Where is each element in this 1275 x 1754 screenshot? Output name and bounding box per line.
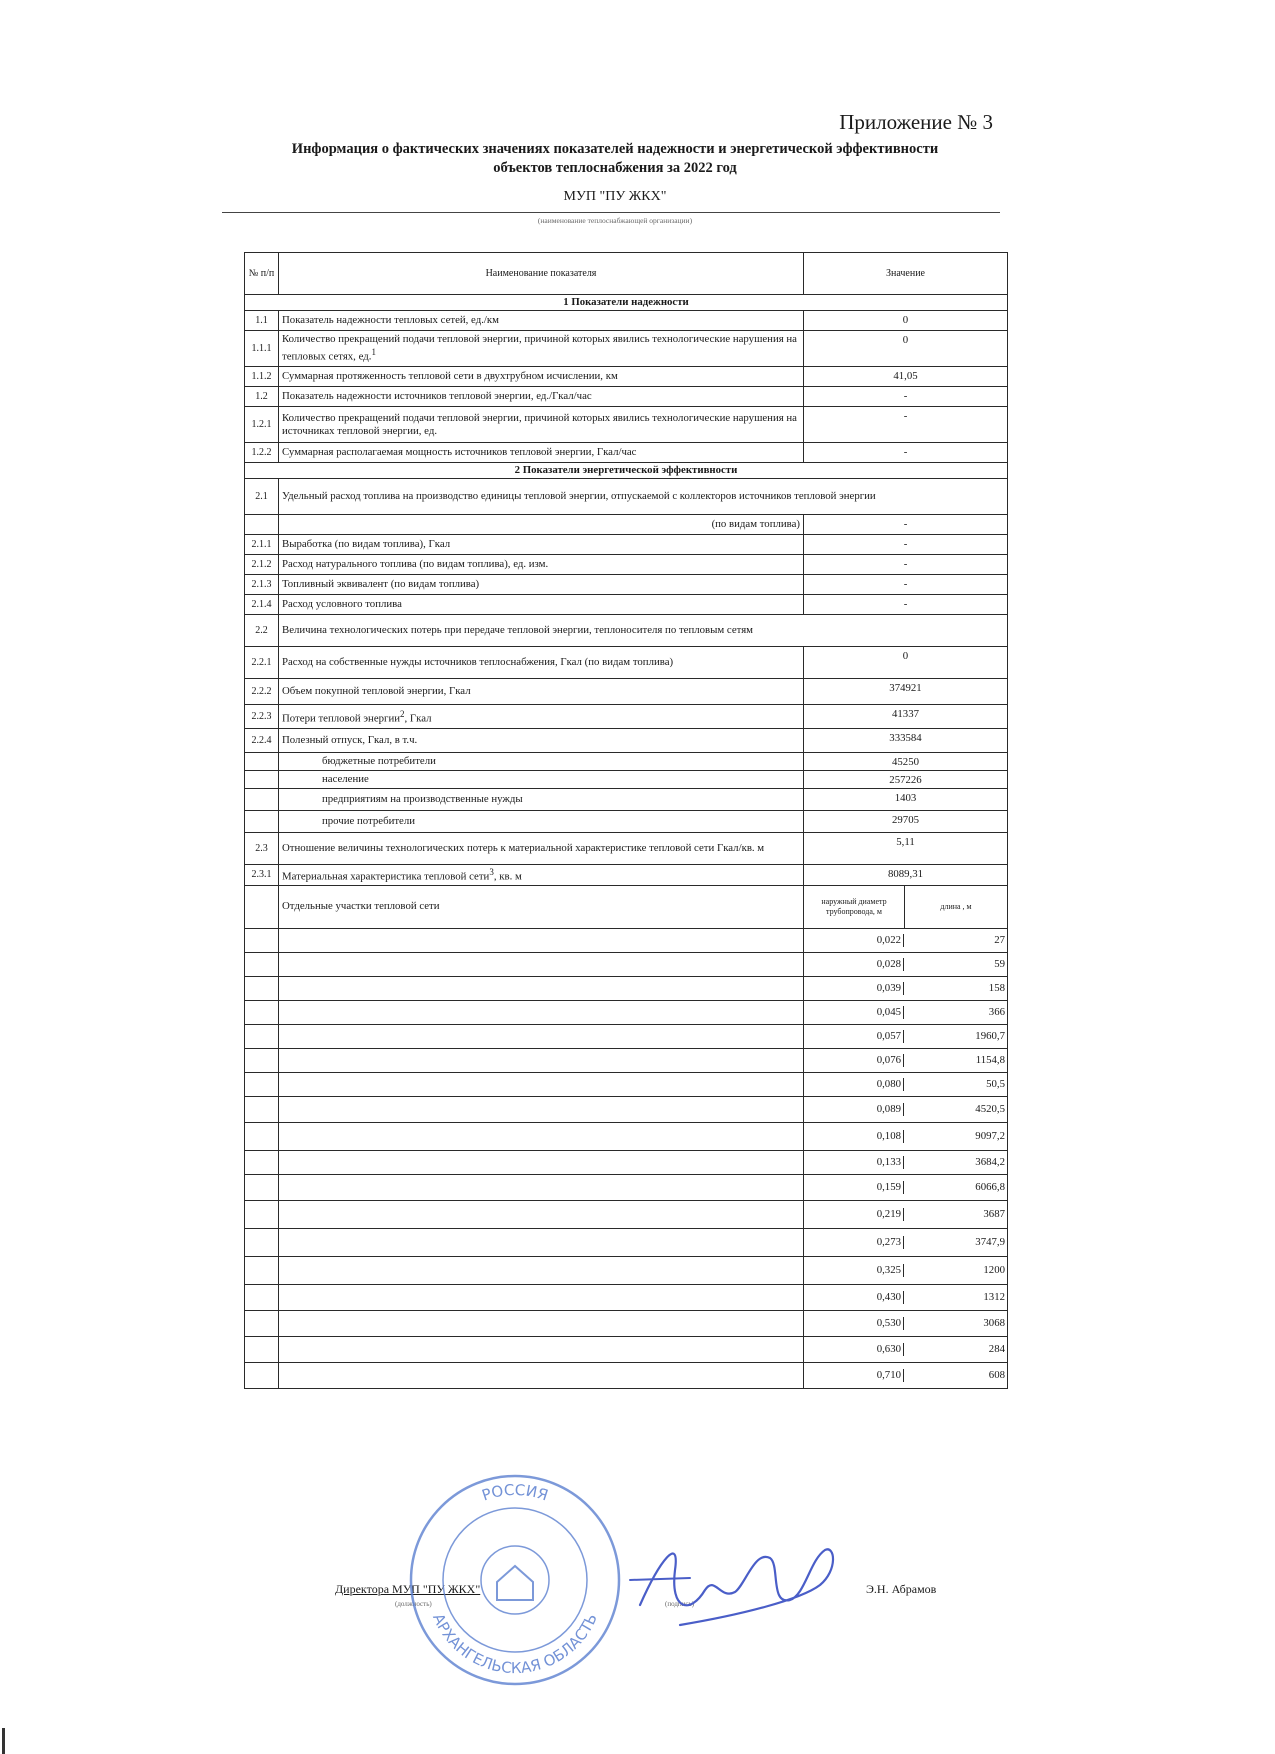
handwritten-signature xyxy=(620,1530,850,1640)
pipe-values xyxy=(804,1072,1008,1096)
row-name-text: Суммарная располагаемая мощность источников тепловой энергии, Гкал/час xyxy=(282,446,637,458)
pipe-length: 1200 xyxy=(903,1264,1007,1277)
pipe-num xyxy=(245,1228,279,1256)
row-name xyxy=(279,387,804,407)
table-row xyxy=(245,729,1008,753)
stamp-text-top: РОССИЯ xyxy=(479,1480,551,1505)
table-row xyxy=(245,311,1008,331)
pipe-diameter: 0,219 xyxy=(876,1207,901,1220)
row-name-text: (по видам топлива) xyxy=(711,518,800,530)
row-value: 0 xyxy=(804,311,1008,331)
row-name-text: Расход на собственные нужды источников теплоснабжения, Гкал (по видам топлива) xyxy=(282,656,674,668)
pipe-length: 3684,2 xyxy=(903,1156,1007,1169)
pipe-num xyxy=(245,1000,279,1024)
row-value: - xyxy=(804,575,1008,595)
pipe-num xyxy=(245,1072,279,1096)
table-row xyxy=(245,515,1008,535)
row-name xyxy=(279,595,804,615)
table-row xyxy=(245,833,1008,865)
pipe-row xyxy=(245,1362,1008,1388)
pipe-num xyxy=(245,1024,279,1048)
pipe-num xyxy=(245,1096,279,1122)
row-number: 1.1.2 xyxy=(245,367,279,387)
pipe-values-wrap xyxy=(804,1030,1007,1043)
row-number xyxy=(245,771,279,789)
row-value: 333584 xyxy=(804,729,1008,753)
pipe-row xyxy=(245,1174,1008,1200)
pipe-num xyxy=(245,976,279,1000)
organization-name: МУП "ПУ ЖКХ" xyxy=(563,189,667,204)
row-number: 2.2.3 xyxy=(245,705,279,729)
table-row xyxy=(245,865,1008,886)
row-number: 1.2 xyxy=(245,387,279,407)
pipe-num xyxy=(245,928,279,952)
pipe-length: 50,5 xyxy=(903,1078,1007,1091)
row-name xyxy=(279,535,804,555)
pipe-num xyxy=(245,1284,279,1310)
table-row xyxy=(245,753,1008,771)
pipe-name xyxy=(279,1228,804,1256)
section-reliability xyxy=(245,295,1008,311)
pipes-header-split xyxy=(804,885,1008,928)
row-name xyxy=(279,615,1008,647)
pipe-row xyxy=(245,1048,1008,1072)
pipe-length: 158 xyxy=(903,982,1007,995)
pipe-row xyxy=(245,1310,1008,1336)
pipes-col-diameter: наружный диаметр трубопровода, м xyxy=(804,886,905,928)
pipe-values-wrap xyxy=(804,1317,1007,1330)
row-value: 45250 xyxy=(804,753,1008,771)
table-row xyxy=(245,479,1008,515)
pipe-diameter: 0,039 xyxy=(876,981,901,994)
pipe-name xyxy=(279,1000,804,1024)
pipe-diameter: 0,089 xyxy=(876,1102,901,1115)
pipe-values-wrap xyxy=(804,1236,1007,1249)
table-row xyxy=(245,367,1008,387)
table-row xyxy=(245,705,1008,729)
pipe-num xyxy=(245,1200,279,1228)
row-number: 2.2.2 xyxy=(245,679,279,705)
pipe-values xyxy=(804,1174,1008,1200)
pipe-values xyxy=(804,1000,1008,1024)
pipe-length: 1312 xyxy=(903,1291,1007,1304)
table-row xyxy=(245,407,1008,443)
row-name xyxy=(279,515,804,535)
header-name: Наименование показателя xyxy=(279,253,804,295)
pipe-length: 3687 xyxy=(903,1208,1007,1221)
row-name-text: Отношение величины технологических потерь к материальной характеристике тепловой сети Гкал/кв. м xyxy=(282,842,765,854)
pipe-num xyxy=(245,1174,279,1200)
signatory-position: Директора МУП "ПУ ЖКХ" xyxy=(335,1582,481,1596)
pipe-values xyxy=(804,1336,1008,1362)
pipe-diameter: 0,530 xyxy=(876,1316,901,1329)
row-number: 1.2.1 xyxy=(245,407,279,443)
pipe-row xyxy=(245,976,1008,1000)
pipe-values xyxy=(804,1310,1008,1336)
header-value: Значение xyxy=(804,253,1008,295)
pipe-name xyxy=(279,1048,804,1072)
pipe-diameter: 0,080 xyxy=(876,1077,901,1090)
row-number: 2.2.1 xyxy=(245,647,279,679)
pipe-values-wrap xyxy=(804,1181,1007,1194)
row-name-text: предприятиям на производственные нужды xyxy=(322,793,523,805)
pipe-length: 3747,9 xyxy=(903,1236,1007,1249)
pipe-diameter: 0,057 xyxy=(876,1029,901,1042)
pipe-diameter: 0,133 xyxy=(876,1155,901,1168)
pipe-name xyxy=(279,1310,804,1336)
row-number: 1.1 xyxy=(245,311,279,331)
scan-edge-mark xyxy=(2,1728,5,1754)
pipe-name xyxy=(279,1336,804,1362)
row-value: - xyxy=(804,595,1008,615)
table-row xyxy=(245,789,1008,811)
footnote-mark: 3 xyxy=(489,867,494,877)
row-name-text: Выработка (по видам топлива), Гкал xyxy=(282,538,451,550)
row-name-tail: , кв. м xyxy=(493,870,522,883)
organization-caption: (наименование теплоснабжающей организации) xyxy=(537,216,693,225)
footnote-mark: 2 xyxy=(400,708,405,719)
pipe-num xyxy=(245,1150,279,1174)
pipe-num xyxy=(245,1122,279,1150)
table-row xyxy=(245,647,1008,679)
pipe-values-wrap xyxy=(804,958,1007,971)
row-name-text: Показатель надежности тепловых сетей, ед./км xyxy=(282,314,499,326)
pipe-row xyxy=(245,1200,1008,1228)
pipe-row xyxy=(245,1024,1008,1048)
pipe-values xyxy=(804,952,1008,976)
pipe-name xyxy=(279,1072,804,1096)
table-row xyxy=(245,771,1008,789)
pipe-values-wrap xyxy=(804,1264,1007,1277)
pipe-length: 3068 xyxy=(903,1317,1007,1330)
pipe-row xyxy=(245,952,1008,976)
row-name-text: бюджетные потребители xyxy=(322,755,436,767)
row-value: 0 xyxy=(804,331,1008,367)
pipes-header-num xyxy=(245,885,279,928)
row-number: 2.1 xyxy=(245,479,279,515)
pipe-name xyxy=(279,1024,804,1048)
pipe-length: 366 xyxy=(903,1006,1007,1019)
row-value: 5,11 xyxy=(804,833,1008,865)
table-row xyxy=(245,595,1008,615)
pipe-values xyxy=(804,1096,1008,1122)
pipe-row xyxy=(245,1096,1008,1122)
pipe-values-wrap xyxy=(804,1156,1007,1169)
pipe-values-wrap xyxy=(804,1054,1007,1067)
pipe-values-wrap xyxy=(804,1130,1007,1143)
row-value: - xyxy=(804,555,1008,575)
pipe-name xyxy=(279,1200,804,1228)
indicators-table xyxy=(244,252,1008,1389)
pipe-values xyxy=(804,1150,1008,1174)
table-header-row xyxy=(245,253,1008,295)
pipe-name xyxy=(279,1284,804,1310)
pipe-values-wrap xyxy=(804,1369,1007,1382)
pipe-values xyxy=(804,976,1008,1000)
section-efficiency xyxy=(245,463,1008,479)
pipe-values-wrap xyxy=(804,1343,1007,1356)
stamp-text-bottom: АРХАНГЕЛЬСКАЯ ОБЛАСТЬ xyxy=(429,1610,601,1678)
footnote-mark: 1 xyxy=(371,347,376,358)
title-line-1: Информация о фактических значениях показателей надежности и энергетической эффективности xyxy=(291,141,939,157)
pipe-values-wrap xyxy=(804,1291,1007,1304)
pipe-row xyxy=(245,1150,1008,1174)
row-name-text: Потери тепловой энергии xyxy=(282,712,401,725)
pipe-num xyxy=(245,1048,279,1072)
row-number: 2.1.2 xyxy=(245,555,279,575)
pipe-row xyxy=(245,1000,1008,1024)
pipe-row xyxy=(245,928,1008,952)
pipe-length: 6066,8 xyxy=(903,1181,1007,1194)
row-number: 2.3 xyxy=(245,833,279,865)
pipe-length: 59 xyxy=(903,958,1007,971)
row-number: 2.1.1 xyxy=(245,535,279,555)
pipe-values xyxy=(804,1122,1008,1150)
row-value: - xyxy=(804,407,1008,443)
pipe-length: 4520,5 xyxy=(903,1103,1007,1116)
pipe-values xyxy=(804,928,1008,952)
row-number xyxy=(245,753,279,771)
row-number: 1.2.2 xyxy=(245,443,279,463)
pipe-name xyxy=(279,1362,804,1388)
table-row xyxy=(245,331,1008,367)
row-value: - xyxy=(804,515,1008,535)
pipe-diameter: 0,159 xyxy=(876,1180,901,1193)
row-number: 2.2 xyxy=(245,615,279,647)
pipe-diameter: 0,273 xyxy=(876,1235,901,1248)
row-number xyxy=(245,811,279,833)
row-value: 29705 xyxy=(804,811,1008,833)
table-row xyxy=(245,387,1008,407)
pipes-header-row xyxy=(245,885,1008,928)
pipe-num xyxy=(245,1336,279,1362)
signatory-name: Э.Н. Абрамов xyxy=(866,1582,937,1596)
row-number xyxy=(245,789,279,811)
pipe-row xyxy=(245,1072,1008,1096)
row-name xyxy=(279,311,804,331)
table-row xyxy=(245,811,1008,833)
section-efficiency-cell: 2 Показатели энергетической эффективности xyxy=(245,463,1008,479)
header-num: № п/п xyxy=(245,253,279,295)
pipe-values-wrap xyxy=(804,1078,1007,1091)
table-row xyxy=(245,555,1008,575)
row-value: - xyxy=(804,443,1008,463)
pipe-values xyxy=(804,1024,1008,1048)
pipe-diameter: 0,045 xyxy=(876,1005,901,1018)
row-name-text: население xyxy=(322,773,369,785)
pipe-name xyxy=(279,928,804,952)
pipe-diameter: 0,325 xyxy=(876,1263,901,1276)
row-value: 41,05 xyxy=(804,367,1008,387)
row-number: 2.1.4 xyxy=(245,595,279,615)
pipes-subheader xyxy=(804,886,1007,928)
row-value: 257226 xyxy=(804,771,1008,789)
pipe-diameter: 0,108 xyxy=(876,1129,901,1142)
table-row xyxy=(245,535,1008,555)
row-name-text: Материальная характеристика тепловой сети xyxy=(282,870,490,883)
document-title xyxy=(220,140,1010,178)
row-number: 2.2.4 xyxy=(245,729,279,753)
row-name-text: Удельный расход топлива на производство единицы тепловой энергии, отпускаемой с коллекторов источников тепловой энергии xyxy=(282,490,876,502)
row-name-text: Топливный эквивалент (по видам топлива) xyxy=(282,578,480,590)
row-name xyxy=(279,833,804,865)
pipe-name xyxy=(279,976,804,1000)
row-name xyxy=(279,443,804,463)
row-value: 41337 xyxy=(804,705,1008,729)
position-caption: (должность) xyxy=(395,1600,432,1608)
table-row xyxy=(245,443,1008,463)
row-name-text: Величина технологических потерь при передаче тепловой энергии, теплоносителя по тепловым сетям xyxy=(282,624,753,636)
pipe-diameter: 0,630 xyxy=(876,1342,901,1355)
pipe-diameter: 0,710 xyxy=(876,1368,901,1381)
appendix-label: Приложение № 3 xyxy=(839,110,993,134)
section-reliability-cell: 1 Показатели надежности xyxy=(245,295,1008,311)
pipes-label: Отдельные участки тепловой сети xyxy=(279,885,804,928)
pipe-diameter: 0,430 xyxy=(876,1290,901,1303)
pipe-num xyxy=(245,952,279,976)
organization-stamp xyxy=(405,1470,625,1690)
pipe-diameter: 0,076 xyxy=(876,1053,901,1066)
row-name xyxy=(279,407,804,443)
row-name-text: Расход условного топлива xyxy=(282,598,402,610)
pipe-length: 608 xyxy=(903,1369,1007,1382)
row-name-text: Расход натурального топлива (по видам топлива), ед. изм. xyxy=(282,558,549,570)
pipe-length: 9097,2 xyxy=(903,1130,1007,1143)
pipe-num xyxy=(245,1256,279,1284)
row-number xyxy=(245,515,279,535)
pipe-values-wrap xyxy=(804,934,1007,947)
row-value: - xyxy=(804,535,1008,555)
pipe-values xyxy=(804,1284,1008,1310)
pipe-values-wrap xyxy=(804,1006,1007,1019)
row-number: 2.3.1 xyxy=(245,865,279,886)
row-name xyxy=(279,865,804,886)
table-row xyxy=(245,679,1008,705)
pipe-values-wrap xyxy=(804,982,1007,995)
pipe-values-wrap xyxy=(804,1103,1007,1116)
pipe-num xyxy=(245,1310,279,1336)
pipe-values-wrap xyxy=(804,1208,1007,1221)
organization-underline xyxy=(222,212,1000,213)
pipe-name xyxy=(279,1256,804,1284)
table-row xyxy=(245,575,1008,595)
pipe-values xyxy=(804,1200,1008,1228)
row-name-text: Количество прекращений подачи тепловой энергии, причиной которых явились технологические нарушения на тепловых сетях, ед. xyxy=(282,333,797,363)
row-name xyxy=(279,789,804,811)
row-number: 1.1.1 xyxy=(245,331,279,367)
row-name-text: Объем покупной тепловой энергии, Гкал xyxy=(282,685,471,697)
row-name xyxy=(279,729,804,753)
pipe-diameter: 0,022 xyxy=(876,933,901,946)
row-name-text: Количество прекращений подачи тепловой энергии, причиной которых явились технологические нарушения на источниках тепловой энергии, ед. xyxy=(282,411,797,437)
pipe-name xyxy=(279,1122,804,1150)
row-value: - xyxy=(804,387,1008,407)
pipe-name xyxy=(279,1174,804,1200)
pipe-row xyxy=(245,1336,1008,1362)
row-name-text: прочие потребители xyxy=(322,815,416,827)
row-value: 1403 xyxy=(804,789,1008,811)
row-number: 2.1.3 xyxy=(245,575,279,595)
pipes-col-length: длина , м xyxy=(940,901,972,911)
row-value: 0 xyxy=(804,647,1008,679)
row-name xyxy=(279,679,804,705)
row-name xyxy=(279,367,804,387)
pipe-values xyxy=(804,1362,1008,1388)
title-line-2: объектов теплоснабжения за 2022 год xyxy=(493,160,737,176)
pipe-diameter: 0,028 xyxy=(876,957,901,970)
pipe-name xyxy=(279,952,804,976)
pipe-length: 27 xyxy=(903,934,1007,947)
row-name xyxy=(279,705,804,729)
pipe-length: 284 xyxy=(903,1343,1007,1356)
pipe-values xyxy=(804,1228,1008,1256)
pipe-row xyxy=(245,1256,1008,1284)
pipe-row xyxy=(245,1228,1008,1256)
row-name xyxy=(279,555,804,575)
row-name xyxy=(279,771,804,789)
row-name-text: Показатель надежности источников тепловой энергии, ед./Гкал/час xyxy=(282,390,592,402)
pipe-name xyxy=(279,1096,804,1122)
pipe-values xyxy=(804,1256,1008,1284)
row-name xyxy=(279,331,804,367)
row-name xyxy=(279,811,804,833)
row-name xyxy=(279,479,1008,515)
pipe-length: 1960,7 xyxy=(903,1030,1007,1043)
pipe-name xyxy=(279,1150,804,1174)
pipe-row xyxy=(245,1284,1008,1310)
stamp-house-icon xyxy=(497,1566,533,1600)
row-name-tail: , Гкал xyxy=(404,712,432,725)
row-name xyxy=(279,575,804,595)
pipe-row xyxy=(245,1122,1008,1150)
row-value: 374921 xyxy=(804,679,1008,705)
pipe-length: 1154,8 xyxy=(903,1054,1007,1067)
row-name xyxy=(279,647,804,679)
row-value: 8089,31 xyxy=(804,865,1008,886)
pipe-values xyxy=(804,1048,1008,1072)
pipe-num xyxy=(245,1362,279,1388)
row-name-text: Полезный отпуск, Гкал, в т.ч. xyxy=(282,734,418,746)
row-name-text: Суммарная протяженность тепловой сети в двухтрубном исчислении, км xyxy=(282,370,618,382)
row-name xyxy=(279,753,804,771)
table-row xyxy=(245,615,1008,647)
signature-caption: (подпись) xyxy=(665,1600,695,1608)
